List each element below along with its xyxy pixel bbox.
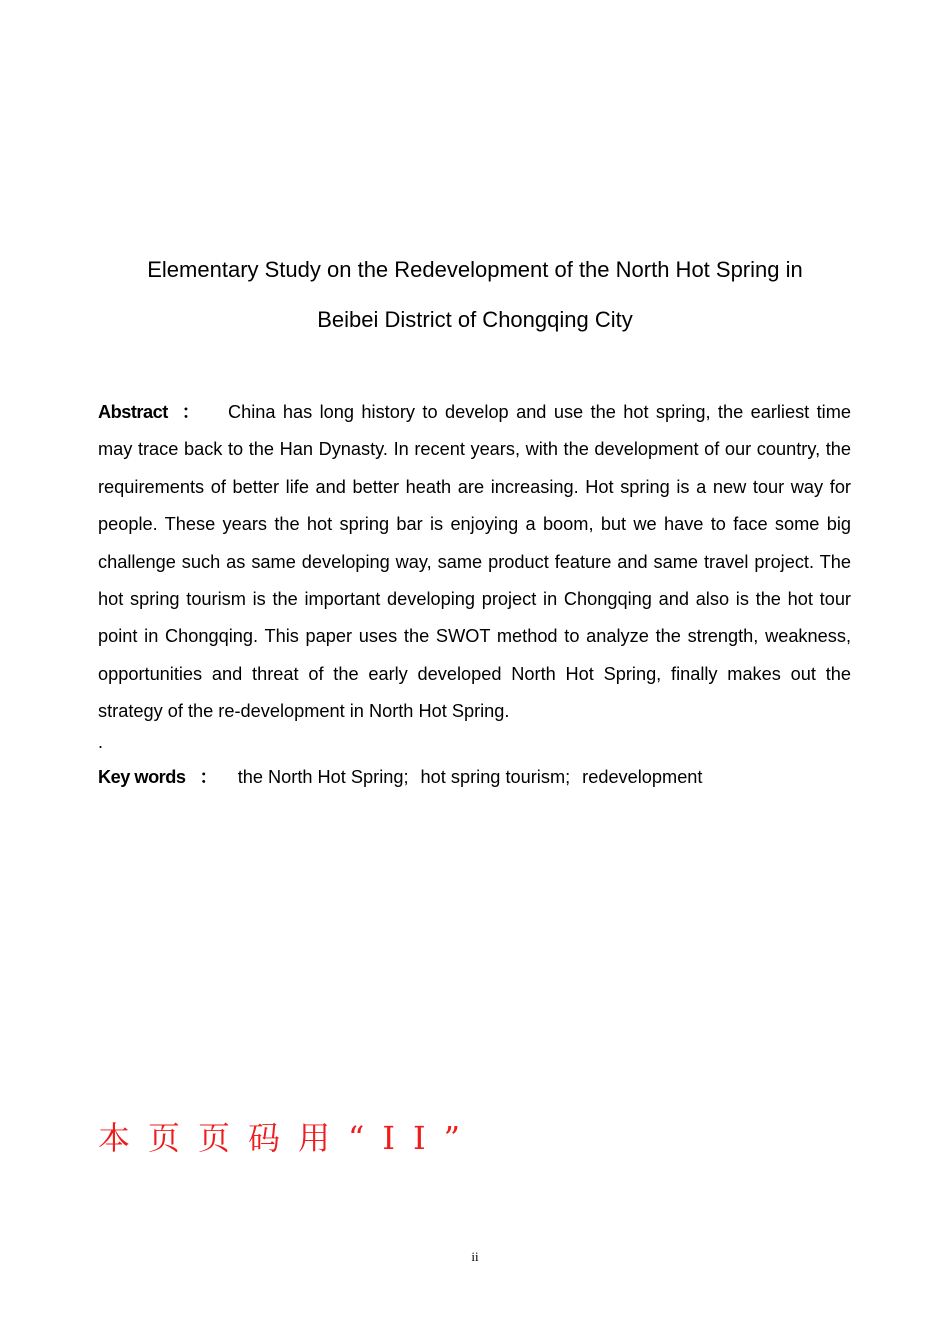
keywords-line <box>98 764 851 790</box>
keyword-item: the North Hot Spring; <box>237 767 409 787</box>
keywords-label: Key words <box>98 767 186 787</box>
abstract-label: Abstract <box>98 402 168 422</box>
page-number: ii <box>471 1249 479 1264</box>
title-line-2: Beibei District of Chongqing City <box>317 307 633 332</box>
title-line-1: Elementary Study on the Redevelopment of the North Hot Spring in <box>147 257 803 282</box>
abstract-colon: ： <box>181 402 200 422</box>
keyword-item: redevelopment <box>582 767 703 787</box>
abstract-paragraph <box>98 394 851 731</box>
abstract-text: China has long history to develop and use the hot spring, the earliest time may trace back to the Han Dynasty. In recent years, with the development of our country, the requirements of better life and better heath are increasing. Hot spring is a new tour way for people. These years the hot spring bar is enjoying a boom, but we have to face some big challenge such as same developing way, same product feature and same travel project. The hot spring tourism is the important developing project in Chongqing and also is the hot tour point in Chongqing. This paper uses the SWOT method to analyze the strength, weakness, opportunities and threat of the early developed North Hot Spring, finally makes out the strategy of the re-development in North Hot Spring. <box>98 402 851 722</box>
keywords-colon: ： <box>199 767 218 787</box>
page-number-note: 本页页码用“II” <box>98 1119 479 1157</box>
stray-dot: . <box>98 732 104 752</box>
keyword-item: hot spring tourism; <box>420 767 571 787</box>
